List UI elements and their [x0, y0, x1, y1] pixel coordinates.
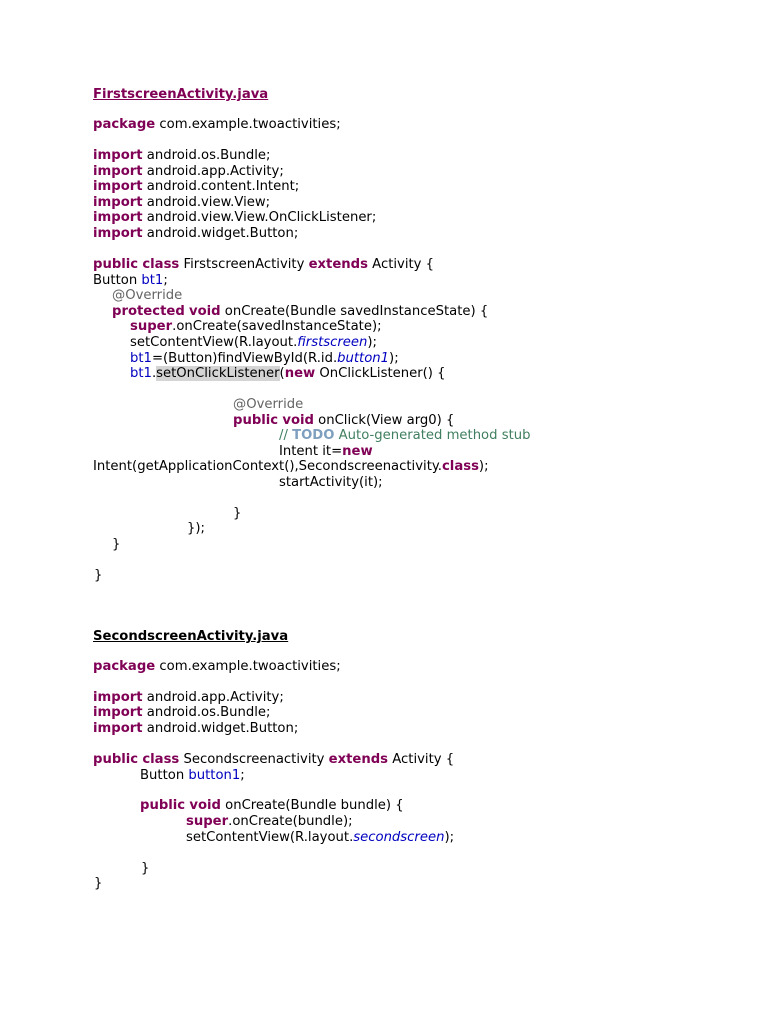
file1-super-call: super.onCreate(savedInstanceState); — [130, 319, 382, 334]
file2-filename: SecondscreenActivity.java — [93, 629, 289, 644]
file2-close-method: } — [141, 861, 150, 876]
file2-import-line: import android.app.Activity; — [93, 690, 284, 705]
file1-close-listener: }); — [187, 521, 205, 536]
file1-override-annotation: @Override — [112, 288, 183, 303]
file1-set-onclick-listener: bt1.setOnClickListener(new OnClickListener() { — [130, 366, 446, 381]
file1-start-activity: startActivity(it); — [279, 475, 383, 490]
file1-find-view-by-id: bt1=(Button)findViewById(R.id.button1); — [130, 351, 399, 366]
file1-class-declaration: public class FirstscreenActivity extends Activity { — [93, 257, 435, 272]
file1-onclick-declaration: public void onClick(View arg0) { — [233, 413, 455, 428]
file1-close-onclick: } — [233, 506, 242, 521]
file1-intent-declaration: Intent it=new — [279, 444, 373, 459]
file1-todo-comment: // TODO Auto-generated method stub — [279, 428, 531, 443]
file2-class-declaration: public class Secondscreenactivity extends Activity { — [93, 752, 455, 767]
file1-import-line: import android.app.Activity; — [93, 164, 284, 179]
file1-set-content-view: setContentView(R.layout.firstscreen); — [130, 335, 377, 350]
file2-import-line: import android.widget.Button; — [93, 721, 299, 736]
file1-filename: FirstscreenActivity.java — [93, 87, 269, 102]
file2-method-declaration: public void onCreate(Bundle bundle) { — [140, 798, 404, 813]
file1-import-line: import android.os.Bundle; — [93, 148, 271, 163]
file2-set-content-view: setContentView(R.layout.secondscreen); — [186, 830, 455, 845]
file1-title — [93, 87, 268, 103]
file1-package-line: package com.example.twoactivities; — [93, 117, 341, 132]
file2-package-line: package com.example.twoactivities; — [93, 659, 341, 674]
file1-method-declaration: protected void onCreate(Bundle savedInstanceState) { — [112, 304, 489, 319]
file2-field-declaration: Button button1; — [140, 768, 245, 783]
file2-title — [93, 629, 288, 645]
highlighted-method: setOnClickListener — [156, 366, 280, 381]
file2-import-line: import android.os.Bundle; — [93, 705, 271, 720]
file1-import-line: import android.view.View; — [93, 195, 271, 210]
file2-super-call: super.onCreate(bundle); — [186, 814, 353, 829]
file1-close-method: } — [112, 537, 121, 552]
file1-import-line: import android.view.View.OnClickListener; — [93, 210, 377, 225]
file1-import-line: import android.widget.Button; — [93, 226, 299, 241]
file1-field-declaration: Button bt1; — [93, 273, 168, 288]
file1-intent-continuation: Intent(getApplicationContext(),Secondscreenactivity.class); — [93, 459, 489, 474]
file1-close-class: } — [94, 568, 103, 583]
file2-close-class: } — [94, 876, 103, 891]
file1-override-annotation-2: @Override — [233, 397, 304, 412]
file1-import-line: import android.content.Intent; — [93, 179, 300, 194]
